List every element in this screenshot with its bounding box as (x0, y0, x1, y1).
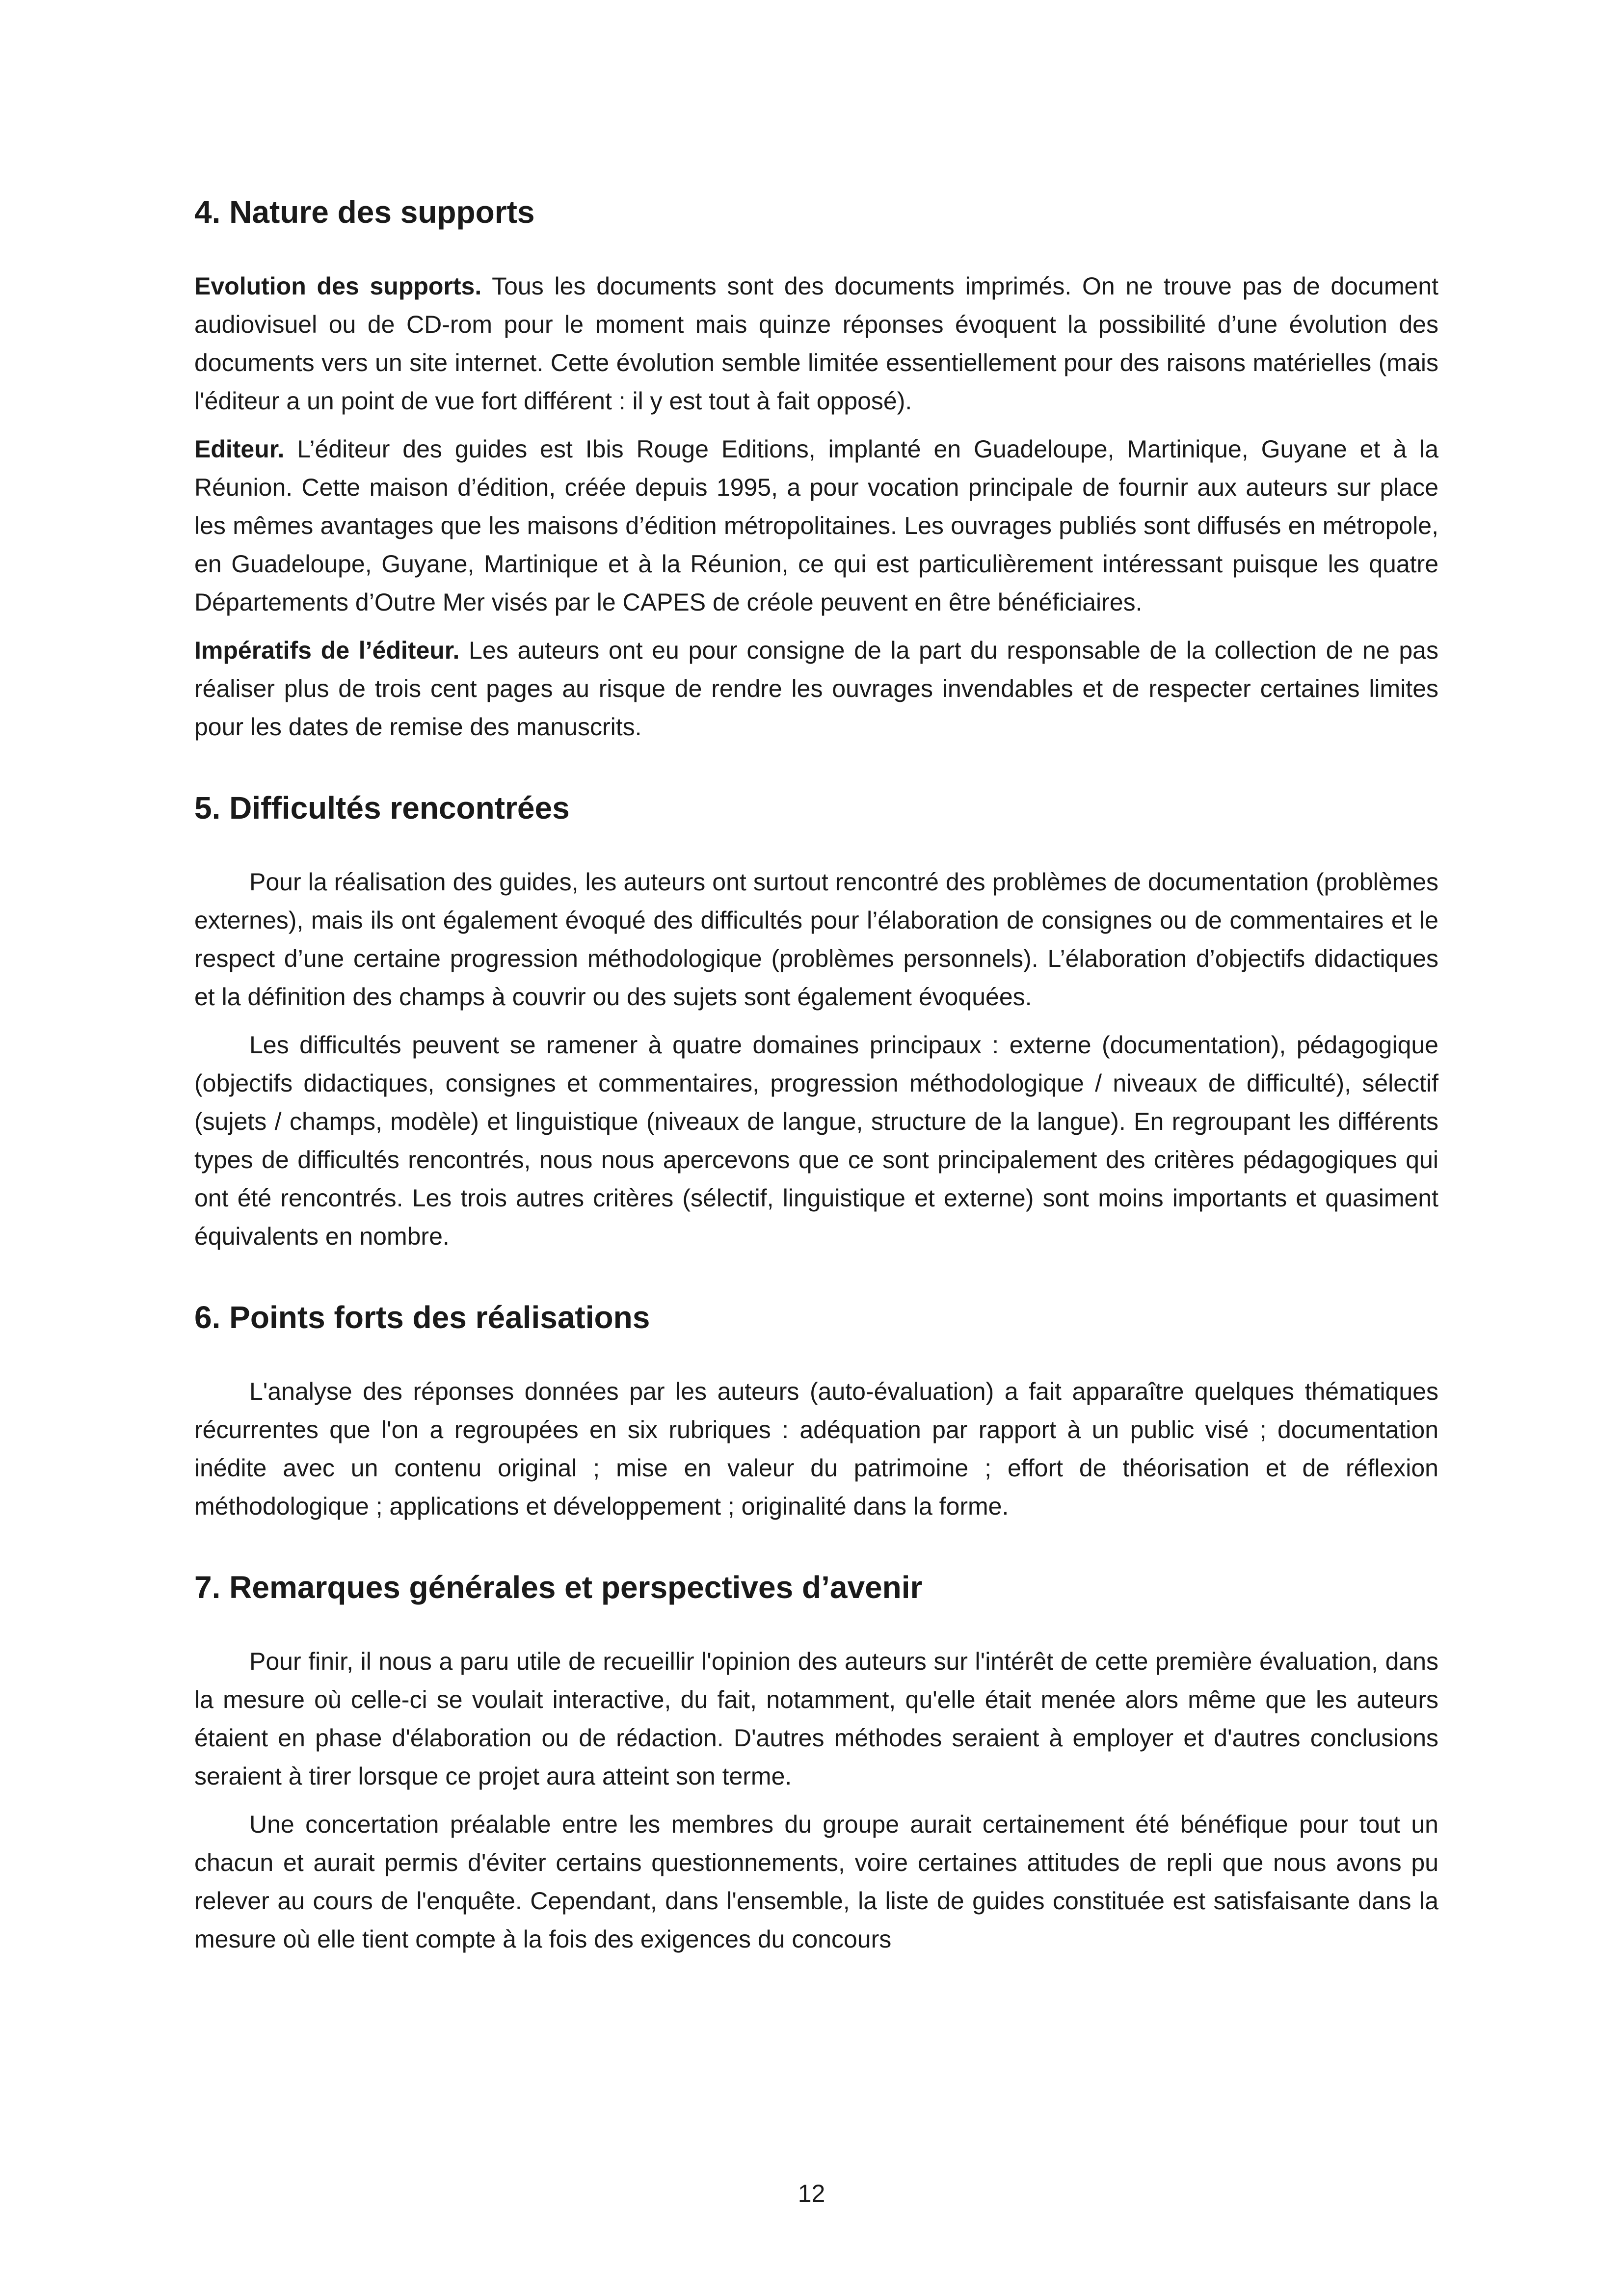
paragraph-lead: Impératifs de l’éditeur. (194, 637, 460, 664)
paragraph-text: Les auteurs ont eu pour consigne de la part du responsable de la collection de ne pas réaliser plus de trois cent pages au risque de rendre les ouvrages invendables et de respecter certaines limites pour les dates de remise des manuscrits. (194, 637, 1438, 741)
paragraph-imperatifs-editeur (194, 631, 1438, 746)
paragraph: L'analyse des réponses données par les auteurs (auto-évaluation) a fait apparaître quelques thématiques récurrentes que l'on a regroupées en six rubriques : adéquation par rapport à un public visé ; documentation inédite avec un contenu original ; mise en valeur du patrimoine ; effort de théorisation et de réflexion méthodologique ; applications et développement ; originalité dans la forme. (194, 1378, 1438, 1520)
paragraph-editeur (194, 430, 1438, 621)
section-heading: 7. Remarques générales et perspectives d’avenir (194, 1570, 923, 1605)
paragraph-evolution-des-supports (194, 267, 1438, 420)
paragraph: Une concertation préalable entre les membres du groupe aurait certainement été bénéfique pour tout un chacun et aurait permis d'éviter certains questionnements, voire certaines attitudes de repli que nous avons pu relever au cours de l'enquête. Cependant, dans l'ensemble, la liste de guides constituée est satisfaisante dans la mesure où elle tient compte à la fois des exigences du concours (194, 1811, 1438, 1953)
paragraph-lead: Editeur. (194, 435, 285, 463)
paragraph: Les difficultés peuvent se ramener à quatre domaines principaux : externe (documentation), pédagogique (objectifs didactiques, consignes et commentaires, progression méthodologique / niveaux de difficulté), sélectif (sujets / champs, modèle) et linguistique (niveaux de langue, structure de la langue). En regroupant les différents types de difficultés rencontrés, nous nous apercevons que ce sont principalement des critères pédagogiques qui ont été rencontrés. Les trois autres critères (sélectif, linguistique et externe) sont moins importants et quasiment équivalents en nombre. (194, 1031, 1438, 1250)
section-nature-des-supports (194, 191, 1438, 746)
section-remarques-generales (194, 1567, 1438, 1958)
paragraph-text: Tous les documents sont des documents imprimés. On ne trouve pas de document audiovisuel ou de CD-rom pour le moment mais quinze réponses évoquent la possibilité d’une évolution des documents vers un site internet. Cette évolution semble limitée essentiellement pour des raisons matérielles (mais l'éditeur a un point de vue fort différent : il y est tout à fait opposé). (194, 272, 1438, 415)
paragraph: Pour la réalisation des guides, les auteurs ont surtout rencontré des problèmes de documentation (problèmes externes), mais ils ont également évoqué des difficultés pour l’élaboration de consignes ou de commentaires et le respect d’une certaine progression méthodologique (problèmes personnels). L’élaboration d’objectifs didactiques et la définition des champs à couvrir ou des sujets sont également évoquées. (194, 868, 1438, 1011)
paragraph-lead: Evolution des supports. (194, 272, 482, 300)
section-heading: 5. Difficultés rencontrées (194, 790, 570, 826)
section-difficultes-rencontrees (194, 787, 1438, 1255)
page-number: 12 (798, 2180, 825, 2207)
paragraph: Pour finir, il nous a paru utile de recueillir l'opinion des auteurs sur l'intérêt de cette première évaluation, dans la mesure où celle-ci se voulait interactive, du fait, notamment, qu'elle était menée alors même que les auteurs étaient en phase d'élaboration ou de rédaction. D'autres méthodes seraient à employer et d'autres conclusions seraient à tirer lorsque ce projet aura atteint son terme. (194, 1648, 1438, 1790)
document-page (194, 191, 1438, 2000)
paragraph-text: L’éditeur des guides est Ibis Rouge Editions, implanté en Guadeloupe, Martinique, Guyane et à la Réunion. Cette maison d’édition, créée depuis 1995, a pour vocation principale de fournir aux auteurs sur place les mêmes avantages que les maisons d’édition métropolitaines. Les ouvrages publiés sont diffusés en métropole, en Guadeloupe, Guyane, Martinique et à la Réunion, ce qui est particulièrement intéressant puisque les quatre Départements d’Outre Mer visés par le CAPES de créole peuvent en être bénéficiaires. (194, 435, 1438, 616)
section-heading: 6. Points forts des réalisations (194, 1300, 650, 1335)
section-points-forts (194, 1297, 1438, 1525)
section-heading: 4. Nature des supports (194, 194, 535, 230)
